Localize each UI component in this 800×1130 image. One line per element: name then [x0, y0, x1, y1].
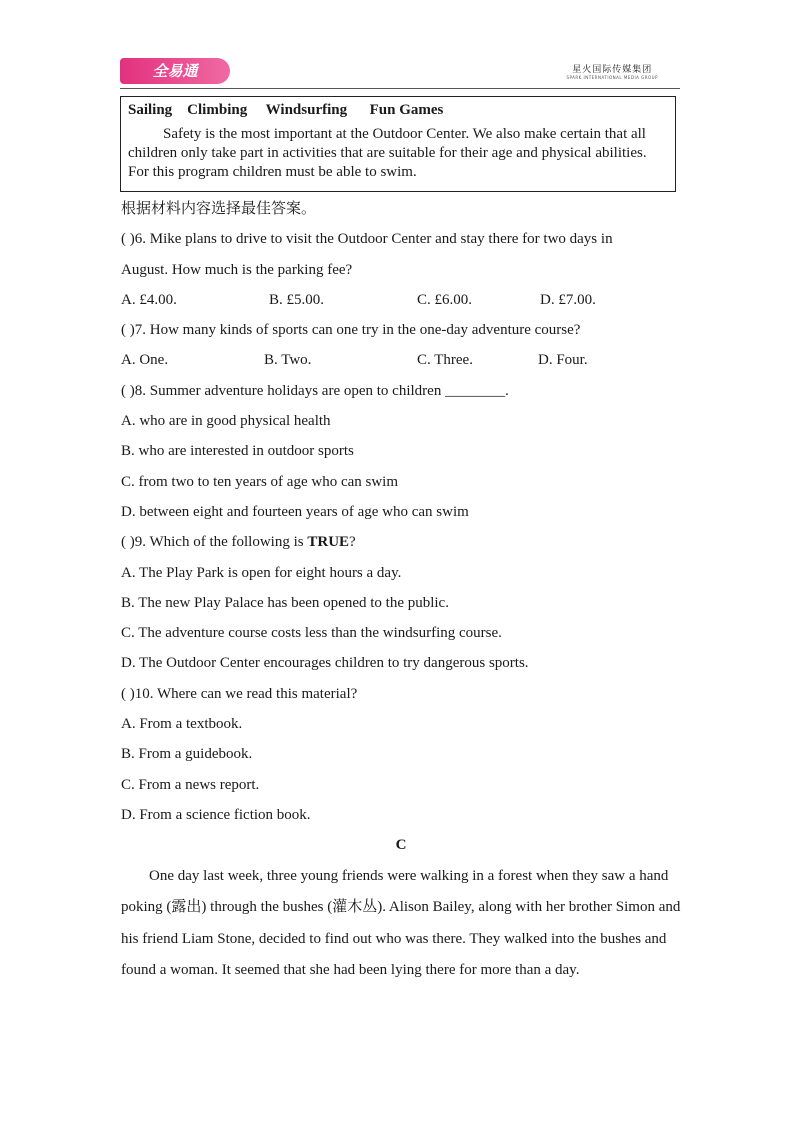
quanyitong-logo: 全易通	[120, 58, 230, 84]
option-b: B. From a guidebook.	[121, 746, 253, 763]
option-b: B. Two.	[264, 352, 312, 369]
option-c: C. from two to ten years of age who can swim	[121, 473, 399, 490]
option-a: A. One.	[121, 352, 169, 369]
option-a: A. From a textbook.	[121, 716, 243, 733]
section-c-paragraph: One day last week, three young friends were walking in a forest when they saw a hand poking (露出) through the bushes (灌木丛). Alison Bailey, along with her brother Simon and his friend Liam Stone, decided to find out who was there. They walked into the bushes and found a woman. It seemed that she had been lying there for more than a day.	[121, 867, 681, 979]
option-c: C. From a news report.	[121, 776, 260, 793]
publisher-name-cn: 星火国际传媒集团	[572, 65, 653, 75]
option-b: B. The new Play Palace has been opened to the public.	[121, 594, 449, 611]
header-divider	[120, 88, 680, 89]
option-d: D. Four.	[538, 352, 588, 369]
option-b: B. £5.00.	[269, 291, 325, 308]
option-c: C. The adventure course costs less than the windsurfing course.	[121, 625, 502, 642]
question-10-stem: ( )10. Where can we read this material?	[121, 685, 358, 702]
option-b: B. who are interested in outdoor sports	[121, 443, 354, 460]
questions-area	[121, 194, 681, 987]
passage-table-box	[120, 96, 676, 192]
safety-paragraph: Safety is the most important at the Outdoor Center. We also make certain that all children only take part in activities that are suitable for their age and physical abilities. For this program children must be able to swim.	[128, 126, 647, 180]
option-a: A. The Play Park is open for eight hours a day.	[121, 564, 402, 581]
question-6-stem: ( )6. Mike plans to drive to visit the Outdoor Center and stay there for two days in	[121, 231, 613, 248]
option-d: D. £7.00.	[540, 291, 596, 308]
option-c: C. Three.	[417, 352, 473, 369]
publisher-brand	[566, 62, 658, 80]
activities-row: Sailing Climbing Windsurfing Fun Games	[128, 102, 444, 118]
option-d: D. The Outdoor Center encourages children to try dangerous sports.	[121, 655, 529, 672]
question-8-stem: ( )8. Summer adventure holidays are open to children ________.	[121, 382, 509, 399]
question-9-bold: TRUE	[307, 534, 350, 551]
page-header	[120, 55, 680, 89]
option-c: C. £6.00.	[417, 291, 473, 308]
option-a: A. who are in good physical health	[121, 413, 331, 430]
option-d: D. From a science fiction book.	[121, 806, 311, 823]
question-9-prefix: ( )9. Which of the following is	[121, 534, 308, 551]
question-6-options	[121, 285, 681, 315]
question-9-stem	[121, 527, 681, 557]
publisher-name-en: SPARK INTERNATIONAL MEDIA GROUP	[566, 75, 658, 80]
question-7-options	[121, 345, 681, 375]
question-9-suffix: ?	[349, 534, 356, 551]
instruction: 根据材料内容选择最佳答案。	[121, 201, 317, 217]
question-7-stem: ( )7. How many kinds of sports can one try in the one-day adventure course?	[121, 322, 581, 339]
option-d: D. between eight and fourteen years of age who can swim	[121, 503, 469, 520]
option-a: A. £4.00.	[121, 291, 177, 308]
section-c-heading: C	[395, 837, 407, 854]
question-6-stem-cont: August. How much is the parking fee?	[121, 261, 353, 278]
